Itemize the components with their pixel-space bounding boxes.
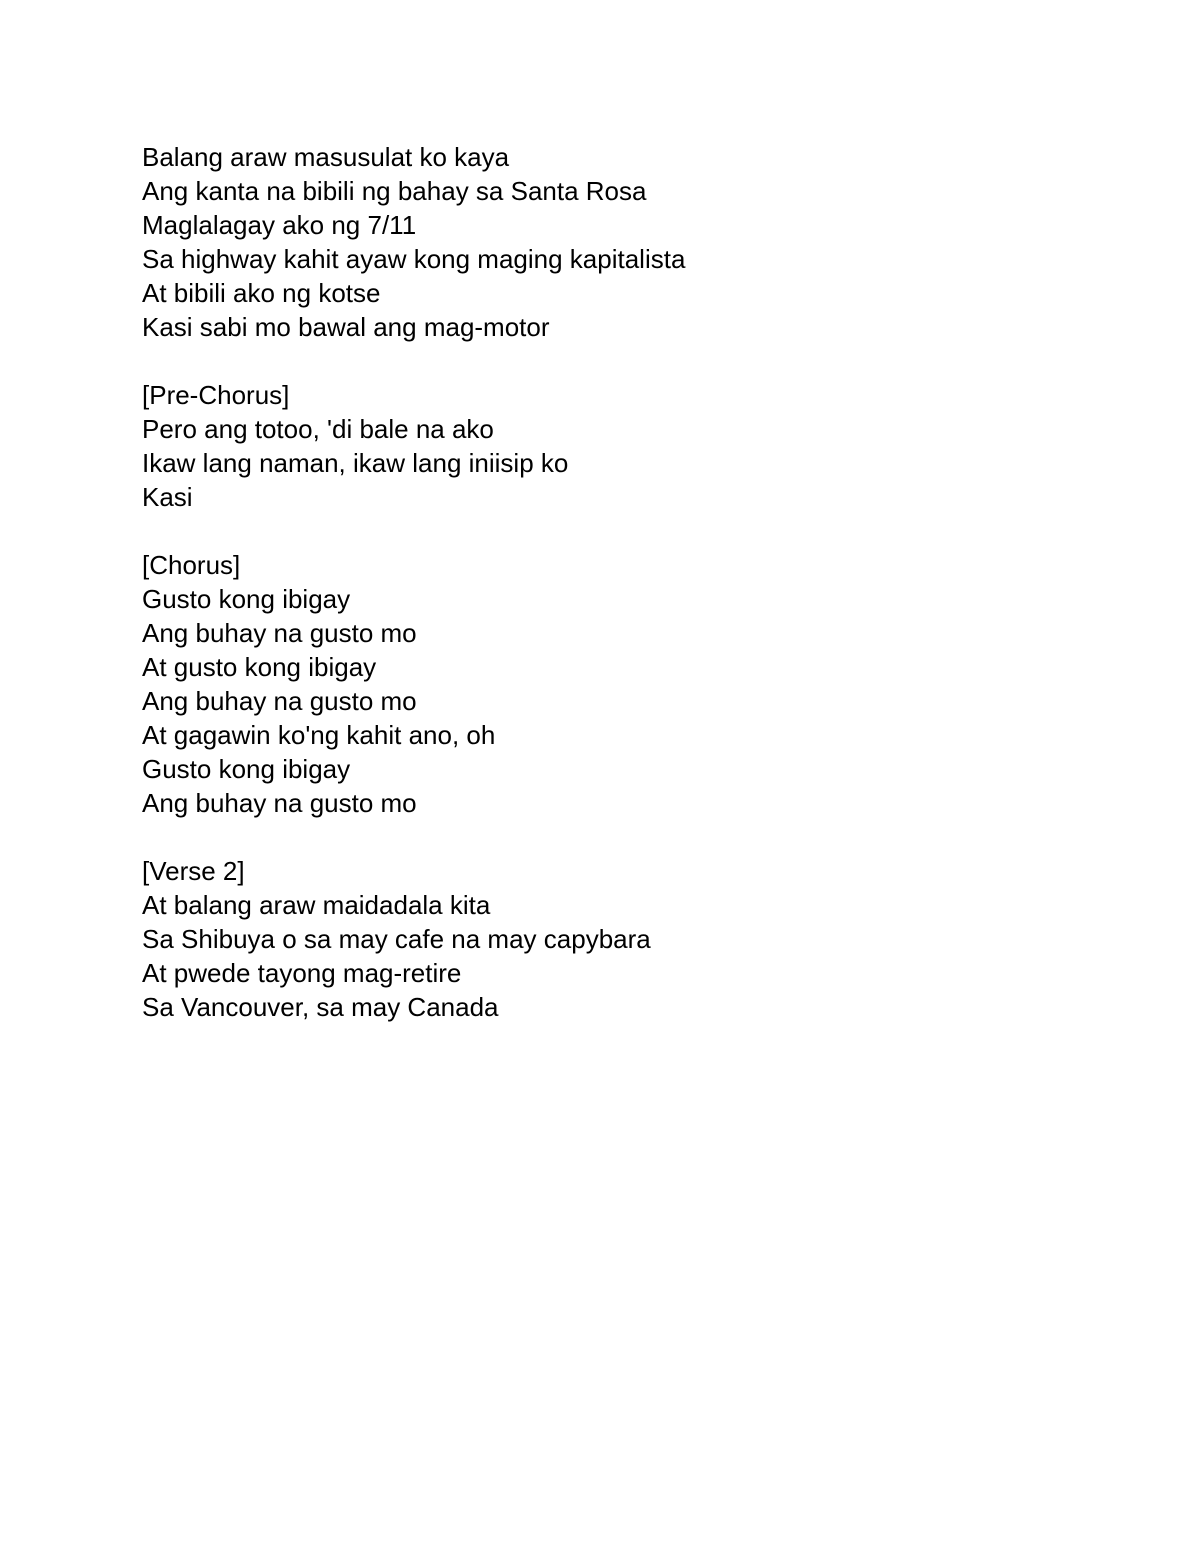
lyric-line: Sa Shibuya o sa may cafe na may capybara	[142, 924, 651, 954]
blank-line	[142, 514, 1142, 548]
lyric-line: At pwede tayong mag-retire	[142, 958, 462, 988]
lyric-line: Gusto kong ibigay	[142, 584, 351, 614]
lyric-line: Pero ang totoo, 'di bale na ako	[142, 414, 494, 444]
lyric-line: Sa Vancouver, sa may Canada	[142, 992, 499, 1022]
lyric-line: At balang araw maidadala kita	[142, 890, 491, 920]
blank-line	[142, 344, 1142, 378]
lyric-line: Kasi sabi mo bawal ang mag-motor	[142, 312, 550, 342]
lyric-line: Balang araw masusulat ko kaya	[142, 142, 510, 172]
section-heading-verse-2: [Verse 2]	[142, 856, 245, 886]
section-heading-chorus: [Chorus]	[142, 550, 241, 580]
lyric-line: Sa highway kahit ayaw kong maging kapitalista	[142, 244, 686, 274]
section-heading-pre-chorus: [Pre-Chorus]	[142, 380, 290, 410]
lyric-line: Ang buhay na gusto mo	[142, 788, 417, 818]
lyric-line: Kasi	[142, 482, 193, 512]
lyric-line: Ikaw lang naman, ikaw lang iniisip ko	[142, 448, 569, 478]
blank-line	[142, 820, 1142, 854]
lyric-line: Ang buhay na gusto mo	[142, 618, 417, 648]
lyric-line: At bibili ako ng kotse	[142, 278, 381, 308]
lyrics-text	[142, 140, 1142, 1024]
lyric-line: Ang buhay na gusto mo	[142, 686, 417, 716]
lyric-line: Maglalagay ako ng 7/11	[142, 210, 417, 240]
lyric-line: Ang kanta na bibili ng bahay sa Santa Rosa	[142, 176, 647, 206]
lyric-line: At gusto kong ibigay	[142, 652, 377, 682]
lyric-line: At gagawin ko'ng kahit ano, oh	[142, 720, 496, 750]
lyric-line: Gusto kong ibigay	[142, 754, 351, 784]
